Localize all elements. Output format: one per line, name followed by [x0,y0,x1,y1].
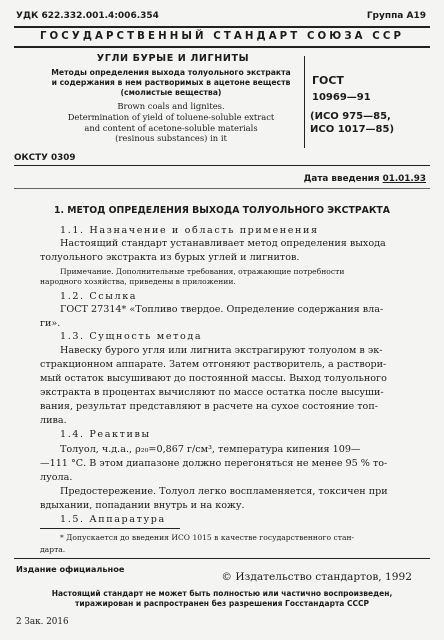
body-line: ГОСТ 27314* «Топливо твердое. Определение содержания вла- [60,304,384,315]
iso-ref: (ИСО 975—85, [310,111,391,122]
header-rule-bottom [14,46,430,48]
body-line: Навеску бурого угля или лигнита экстрагируют толуолом в эк- [60,345,383,356]
title-en-line: and content of acetone-soluble materials [84,122,258,133]
section-heading: 1. МЕТОД ОПРЕДЕЛЕНИЯ ВЫХОДА ТОЛУОЛЬНОГО ЭКСТРАКТА [54,205,390,216]
subtitle-line: (смолистые вещества) [120,88,222,97]
body-line: ги». [40,318,61,329]
subsection-heading-1-5: 1.5. Аппаратура [60,514,166,525]
title-en-line: Determination of yield of toluene-soluble extract [67,111,275,122]
title-ru: УГЛИ БУРЫЕ И ЛИГНИТЫ [96,53,250,64]
body-line: Настоящий стандарт устанавливает метод определения выхода [60,238,386,249]
notice-line: тиражирован и распространен без разрешения Госстандарта СССР [75,599,369,609]
body-line: Толуол, ч.д.а., ρ₂₀=0,867 г/см³, температура кипения 109— [60,444,361,455]
subtitle-line: и содержания в нем растворимых в ацетоне веществ [51,78,291,87]
footer-rule [14,558,430,559]
gost-label: ГОСТ [312,74,344,87]
footnote-line: * Допускается до введения ИСО 1015 в качестве государственного стан- [60,533,355,542]
subtitle-line: Методы определения выхода толуольного экстракта [51,68,291,77]
body-line: мый остаток высушивают до постоянной массы. Выход толуольного [40,373,387,384]
title-en-line: (resinous substances) in it [115,133,227,144]
body-line: —111 °С. В этом диапазоне должно перегоняться не менее 95 % то- [40,458,388,469]
order-number: 2 Зак. 2016 [16,617,69,627]
footnote-rule [40,528,180,529]
body-line: толуольного экстракта из бурых углей и лигнитов. [40,252,300,263]
iso-ref: ИСО 1017—85) [310,124,395,135]
date-rule [14,188,430,189]
standard-org: ГОСУДАРСТВЕННЫЙ СТАНДАРТ СОЮЗА ССР [39,31,405,42]
footnote-line: дарта. [40,545,66,554]
body-line: вдыхании, попадании внутрь и на кожу. [40,500,245,511]
notice-line: Настоящий стандарт не может быть полностью или частично воспроизведен, [51,589,393,598]
subsection-heading-1-1: 1.1. Назначение и область применения [60,225,319,236]
subsection-heading-1-4: 1.4. Реактивы [60,429,151,440]
body-line: экстракта в процентах вычисляют по массе остатка после высуши- [40,387,384,398]
group-code: Группа А19 [366,11,426,21]
effective-date-value: 01.01.93 [382,174,426,184]
gost-number: 10969—91 [312,92,371,103]
effective-date [304,174,426,184]
subsection-heading-1-3: 1.3. Сущность метода [60,331,203,342]
body-line: лива. [40,415,67,426]
body-line: луола. [40,472,73,483]
note-line: народного хозяйства, приведены в приложении. [40,277,236,286]
title-en-line: Brown coals and lignites. [117,101,225,111]
okstu-rule [14,165,430,166]
note-line: Примечание. Дополнительные требования, отражающие потребности [60,267,345,276]
body-line: вания, результат представляют в расчете на сухое состояние топ- [40,401,378,412]
subsection-heading-1-2: 1.2. Ссылка [60,291,138,302]
copyright: © Издательство стандартов, 1992 [221,571,412,583]
body-line: стракционном аппарате. Затем отгоняют растворитель, а раствори- [40,359,387,370]
copyright-notice [14,589,430,610]
title-divider [304,56,305,148]
okstu-code: ОКСТУ 0309 [14,153,76,163]
effective-date-label: Дата введения [303,174,380,184]
title-en [40,101,302,144]
body-line: Предостережение. Толуол легко воспламеняется, токсичен при [60,486,388,497]
official-edition: Издание официальное [16,564,125,574]
iso-refs [310,110,394,136]
header-rule-top [14,26,430,28]
udk-code: УДК 622.332.001.4:006.354 [16,11,159,21]
subtitle-ru [40,68,302,98]
